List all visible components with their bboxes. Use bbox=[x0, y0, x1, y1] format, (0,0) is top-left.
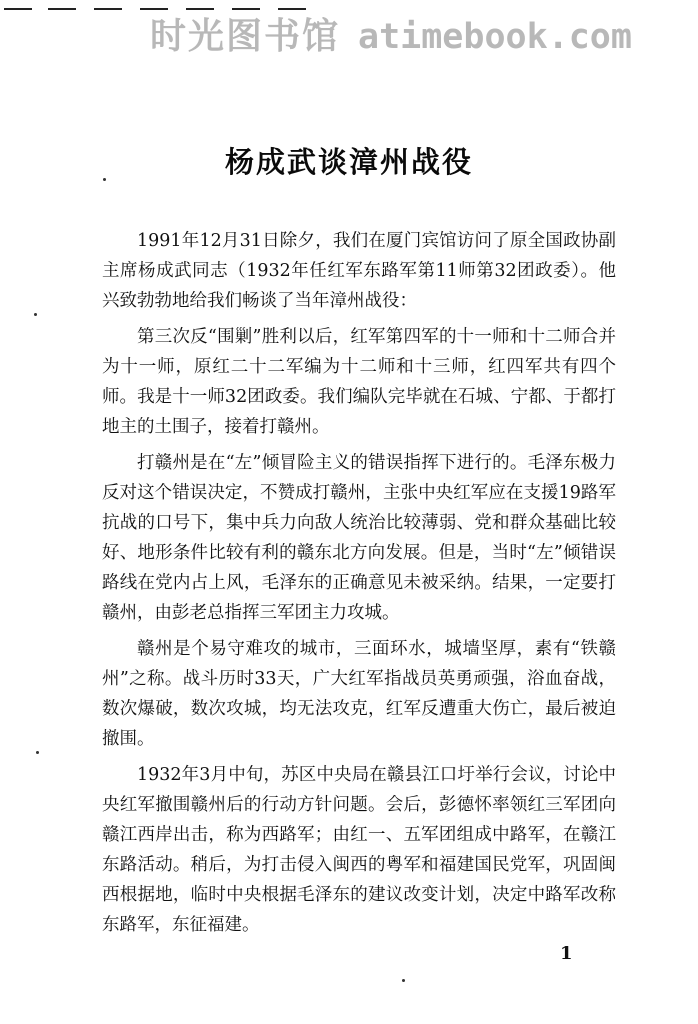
dash-mark bbox=[48, 8, 76, 10]
paragraph: 1991年12月31日除夕，我们在厦门宾馆访问了原全国政协副主席杨成武同志（1932年任红军东路军第11师第32团政委）。他兴致勃勃地给我们畅谈了当年漳州战役： bbox=[102, 231, 616, 311]
paragraph: 第三次反“围剿”胜利以后，红军第四军的十一师和十二师合并为十一师，原红二十二军编为十二师和十三师，红四军共有四个师。我是十一师32团政委。我们编队完毕就在石城、宁都、于都打地主的土围子，接着打赣州。 bbox=[102, 327, 616, 437]
page-number: 1 bbox=[560, 943, 573, 964]
dash-mark bbox=[94, 8, 122, 10]
scan-speck bbox=[36, 751, 39, 754]
paragraph: 赣州是个易守难攻的城市，三面环水，城墙坚厚，素有“铁赣州”之称。战斗历时33天，广大红军指战员英勇顽强，浴血奋战，数次爆破，数次攻城，均无法攻克，红军反遭重大伤亡，最后被迫撤围。 bbox=[102, 639, 616, 749]
article-body bbox=[102, 226, 616, 946]
dash-mark bbox=[4, 8, 32, 10]
scan-speck bbox=[103, 178, 106, 181]
article-title: 杨成武谈漳州战役 bbox=[224, 145, 473, 179]
watermark-url: atimebook.com bbox=[358, 17, 632, 57]
watermark bbox=[150, 8, 698, 59]
paragraph: 打赣州是在“左”倾冒险主义的错误指挥下进行的。毛泽东极力反对这个错误决定，不赞成打赣州，主张中央红军应在支援19路军抗战的口号下，集中兵力向敌人统治比较薄弱、党和群众基础比较好、地形条件比较有利的赣东北方向发展。但是，当时“左”倾错误路线在党内占上风，毛泽东的正确意见未被采纳。结果，一定要打赣州，由彭老总指挥三军团主力攻城。 bbox=[102, 453, 616, 623]
scan-speck bbox=[402, 979, 405, 982]
paragraph: 1932年3月中旬，苏区中央局在赣县江口圩举行会议，讨论中央红军撤围赣州后的行动方针问题。会后，彭德怀率领红三军团向赣江西岸出击，称为西路军；由红一、五军团组成中路军，在赣江东路活动。稍后，为打击侵入闽西的粤军和福建国民党军，巩固闽西根据地，临时中央根据毛泽东的建议改变计划，决定中路军改称东路军，东征福建。 bbox=[102, 765, 616, 935]
scan-speck bbox=[34, 313, 37, 316]
watermark-chinese: 时光图书馆 bbox=[150, 16, 341, 57]
